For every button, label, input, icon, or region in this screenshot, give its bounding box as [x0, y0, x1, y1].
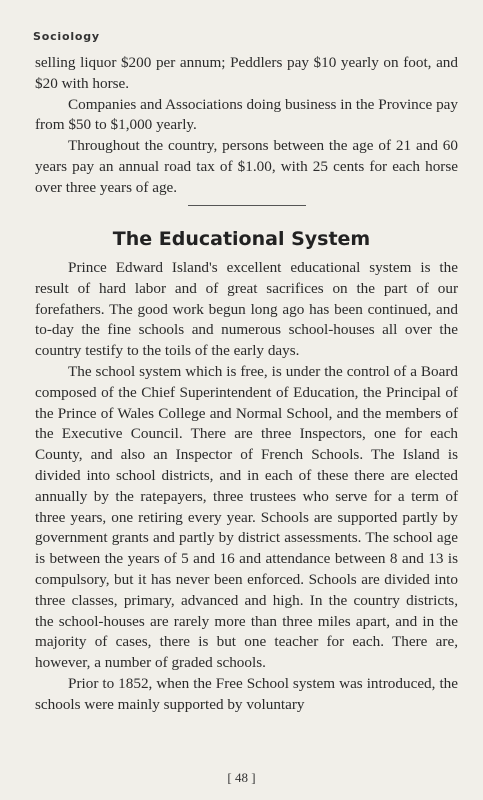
- running-head: Sociology: [33, 30, 100, 43]
- section-divider: [188, 205, 306, 206]
- paragraph-road-tax: Throughout the country, persons between the age of 21 and 60 years pay an annual road tax of $1.00, with 25 cents for each horse over three years of age.: [35, 137, 458, 196]
- page-number: [ 48 ]: [227, 770, 256, 785]
- paragraph-companies: Companies and Associations doing business in the Province pay from $50 to $1,000 yearly.: [35, 95, 458, 134]
- educational-system-text: [35, 258, 458, 716]
- paragraph-intro: Prince Edward Island's excellent educational system is the result of hard labor and of great sacrifices on the part of our forefathers. The good work begun long ago has been continued, and to-day the fine schools and numerous school-houses all over the country testify to the toils of the early days.: [35, 259, 458, 360]
- continued-text: [35, 53, 458, 199]
- section-heading: The Educational System: [112, 228, 371, 250]
- paragraph-school-system: The school system which is free, is under the control of a Board composed of the Chief Superintendent of Education, the Principal of the Prince of Wales College and Normal School, and the members of the Executive Council. There are three Inspectors, one for each County, and also an Inspector of French Schools. The Island is divided into school districts, and in each of these there are elected annually by the ratepayers, three trustees who serve for a term of three years, one retiring every year. Schools are supported partly by government grants and partly by district assessments. The school age is between the years of 5 and 16 and attendance between 8 and 13 is compulsory, but it has never been enforced. Schools are divided into three classes, primary, advanced and high. In the country districts, the school-houses are rarely more than three miles apart, and in the majority of cases, there is but one teacher for each. There are, however, a number of graded schools.: [35, 362, 458, 672]
- paragraph-liquor-peddlers: selling liquor $200 per annum; Peddlers pay $10 yearly on foot, and $20 with horse.: [35, 54, 458, 92]
- paragraph-prior-1852: Prior to 1852, when the Free School system was introduced, the schools were mainly supported by voluntary: [35, 674, 458, 713]
